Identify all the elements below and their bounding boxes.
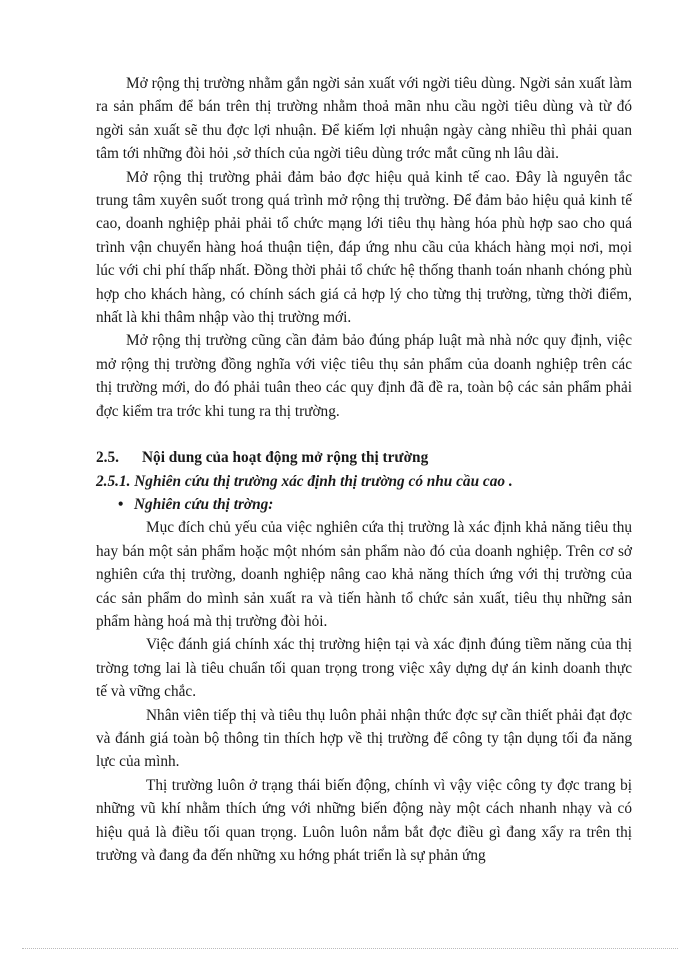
section-number: 2.5. <box>96 449 119 467</box>
section-title: Nội dung của hoạt động mở rộng thị trường <box>142 449 429 467</box>
bullet-item <box>118 493 632 516</box>
paragraph-economic-efficiency: Mở rộng thị trường phải đảm bảo đợc hiệu quả kinh tế cao. Đây là nguyên tắc trung tâm xuyên suốt trong quá trình mở rộng thị trường. Để đảm bảo hiệu quả kinh tế cao, doanh nghiệp phải phải tổ chức mạng lới tiêu thụ hàng hóa phù hợp sao cho quá trình vận chuyển hàng hoá thuận tiện, đáp ứng nhu cầu của khách hàng mọi nơi, mọi lúc với chi phí thấp nhất. Đồng thời phải tổ chức hệ thống thanh toán nhanh chóng phù hợp cho khách hàng, có chính sách giá cả hợp lý cho từng thị trường, từng thời điểm, nhất là khi thâm nhập vào thị trường mới. <box>96 168 632 327</box>
paragraph-legal-compliance: Mở rộng thị trường cũng cần đảm bảo đúng pháp luật mà nhà nớc quy định, việc mở rộng thị trường đồng nghĩa với việc tiêu thụ sản phẩm của doanh nghiệp trên các thị trường mới, do đó phải tuân theo các quy định đã đề ra, toàn bộ các sản phẩm phải đợc kiểm tra trớc khi tung ra thị trường. <box>96 332 632 420</box>
bullet-dot-icon: • <box>118 495 124 513</box>
footer-divider <box>22 948 678 949</box>
paragraph-research-purpose: Mục đích chủ yếu của việc nghiên cứa thị trường là xác định khả năng tiêu thụ hay bán một sản phẩm hoặc một nhóm sản phẩm nào đó của doanh nghiệp. Trên cơ sở nghiên cứa thị trường, doanh nghiệp nâng cao khả năng thích ứng với thị trường của các sản phẩm do mình sản xuất ra và tiến hành tổ chức sản xuất, tiêu thụ những sản phẩm hàng hoá mà thị trường đòi hỏi. <box>96 519 632 630</box>
paragraph-expansion-purpose: Mở rộng thị trường nhằm gắn ngời sản xuất với ngời tiêu dùng. Ngời sản xuất làm ra sản phẩm để bán trên thị trường nhằm thoả mãn nhu cầu ngời tiêu dùng và từ đó ngời sản xuất sẽ thu đợc lợi nhuận. Để kiếm lợi nhuận ngày càng nhiều thì phải quan tâm tới những đòi hỏi ,sở thích của ngời tiêu dùng trớc mắt cũng nh lâu dài. <box>96 75 632 163</box>
body-text <box>96 72 632 867</box>
section-heading <box>96 446 632 469</box>
bullet-label: Nghiên cứu thị trờng: <box>134 495 274 513</box>
paragraph-marketing-staff: Nhân viên tiếp thị và tiêu thụ luôn phải nhận thức đợc sự cần thiết phải đạt đợc và đánh giá toàn bộ thông tin thích hợp về thị trường để công ty tận dụng tối đa năng lực của mình. <box>96 706 632 771</box>
paragraph-market-assessment: Việc đánh giá chính xác thị trường hiện tại và xác định đúng tiềm năng của thị trờng tơng lai là tiêu chuẩn tối quan trọng trong việc xây dựng dự án kinh doanh thực tế và vững chắc. <box>96 636 632 701</box>
subsection-heading: 2.5.1. Nghiên cứu thị trường xác định thị trường có nhu cầu cao . <box>96 472 513 490</box>
spacer <box>96 423 632 446</box>
paragraph-market-volatility: Thị trường luôn ở trạng thái biến động, chính vì vậy việc công ty đợc trang bị những vũ khí nhằm thích ứng với những biến động này một cách nhanh nhạy và có hiệu quả là điều tối quan trọng. Luôn luôn nắm bắt đợc điều gì đang xẩy ra trên thị trường và đang đa đến những xu hớng phát triển là sự phản ứng <box>96 776 632 864</box>
